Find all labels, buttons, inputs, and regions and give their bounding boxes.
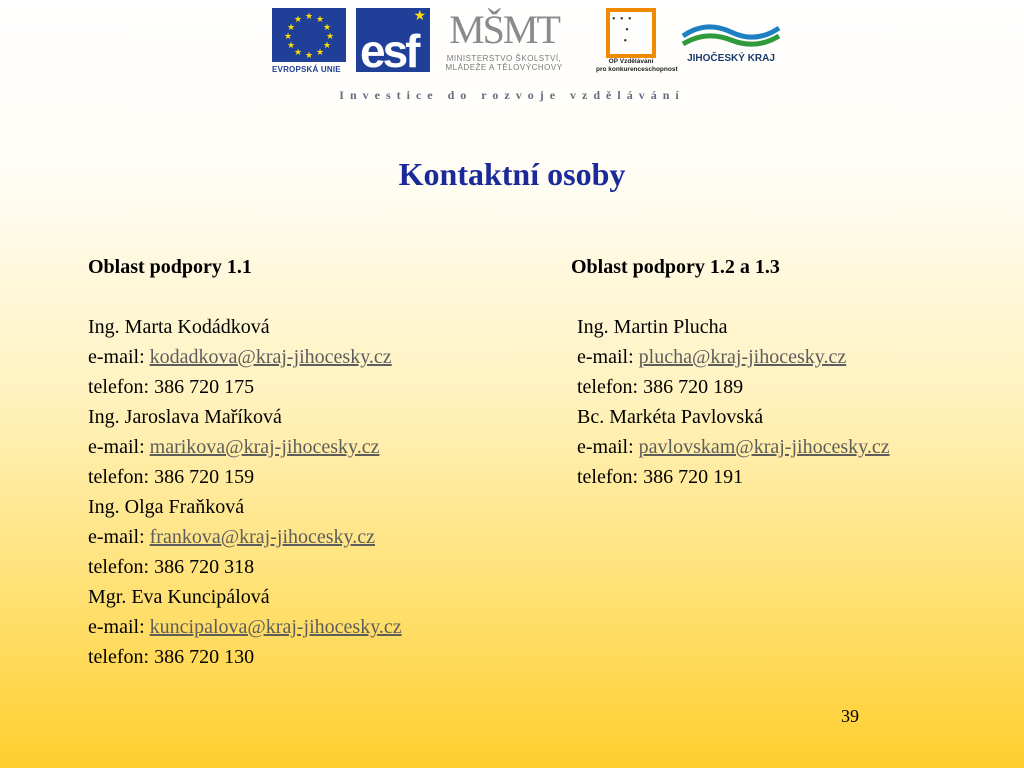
column-heading: Oblast podpory 1.1 (88, 256, 252, 278)
contact-entry (577, 402, 1011, 492)
op-logo (596, 6, 678, 76)
contact-name: Bc. Markéta Pavlovská (577, 406, 764, 428)
email-link[interactable]: plucha@kraj-jihocesky.cz (638, 346, 847, 368)
email-link[interactable]: frankova@kraj-jihocesky.cz (149, 526, 375, 548)
page-title: Kontaktní osoby (398, 156, 626, 192)
contact-name: Mgr. Eva Kuncipálová (88, 586, 270, 608)
op-logo-icon: • • • • • (606, 8, 656, 58)
jihocesky-kraj-logo-icon (681, 18, 781, 48)
eu-logo-label: EVROPSKÁ UNIE (272, 65, 341, 74)
esf-logo-label: esf (360, 25, 418, 72)
contact-column-right (571, 252, 1011, 492)
jihocesky-kraj-logo (676, 18, 786, 76)
eu-flag-icon: ★ ★ ★ ★ ★ ★ ★ ★ ★ ★ ★ ★ (272, 8, 346, 62)
contact-entry (88, 492, 548, 582)
email-label: e-mail: (577, 436, 639, 458)
email-label: e-mail: (88, 526, 150, 548)
page-number: 39 (841, 706, 859, 726)
contact-email-line (577, 342, 1011, 372)
contact-phone: telefon: 386 720 159 (88, 466, 255, 488)
msmt-logo-line2: MLÁDEŽE A TĚLOVÝCHOVY (445, 63, 563, 72)
contact-phone: telefon: 386 720 130 (88, 646, 255, 668)
contact-name: Ing. Marta Kodádková (88, 316, 270, 338)
esf-logo (356, 8, 430, 74)
contact-entry (88, 312, 548, 402)
email-label: e-mail: (577, 346, 639, 368)
contact-name: Ing. Martin Plucha (577, 316, 728, 338)
email-link[interactable]: kodadkova@kraj-jihocesky.cz (149, 346, 392, 368)
email-link[interactable]: marikova@kraj-jihocesky.cz (149, 436, 380, 458)
contact-email-line (88, 522, 548, 552)
email-link[interactable]: kuncipalova@kraj-jihocesky.cz (149, 616, 402, 638)
contact-name: Ing. Jaroslava Maříková (88, 406, 282, 428)
op-logo-line2: pro konkurenceschopnost (596, 66, 678, 73)
contact-entry (88, 582, 548, 672)
email-label: e-mail: (88, 346, 150, 368)
msmt-logo (434, 6, 574, 76)
contact-phone: telefon: 386 720 318 (88, 556, 255, 578)
email-label: e-mail: (88, 616, 150, 638)
contact-email-line (88, 612, 548, 642)
jihocesky-kraj-logo-label: JIHOČESKÝ KRAJ (687, 53, 775, 64)
email-label: e-mail: (88, 436, 150, 458)
contact-column-left (88, 252, 548, 672)
tagline: Investice do rozvoje vzdělávání (339, 88, 685, 102)
contact-email-line (88, 432, 548, 462)
msmt-logo-line1: MINISTERSTVO ŠKOLSTVÍ, (446, 54, 562, 63)
contact-list (88, 312, 548, 672)
eu-logo (272, 8, 350, 78)
contact-list (571, 312, 1011, 492)
contact-email-line (88, 342, 548, 372)
op-logo-line1: OP Vzdělávání (608, 58, 654, 65)
email-link[interactable]: pavlovskam@kraj-jihocesky.cz (638, 436, 890, 458)
contact-entry (88, 402, 548, 492)
column-heading: Oblast podpory 1.2 a 1.3 (571, 256, 780, 278)
contact-phone: telefon: 386 720 175 (88, 376, 255, 398)
msmt-logo-mark: MŠMT (449, 7, 559, 52)
esf-logo-icon: ★ esf (356, 8, 430, 72)
contact-phone: telefon: 386 720 191 (577, 466, 744, 488)
contact-entry (577, 312, 1011, 402)
contact-phone: telefon: 386 720 189 (577, 376, 744, 398)
logo-strip (270, 6, 790, 76)
contact-name: Ing. Olga Fraňková (88, 496, 245, 518)
contact-email-line (577, 432, 1011, 462)
